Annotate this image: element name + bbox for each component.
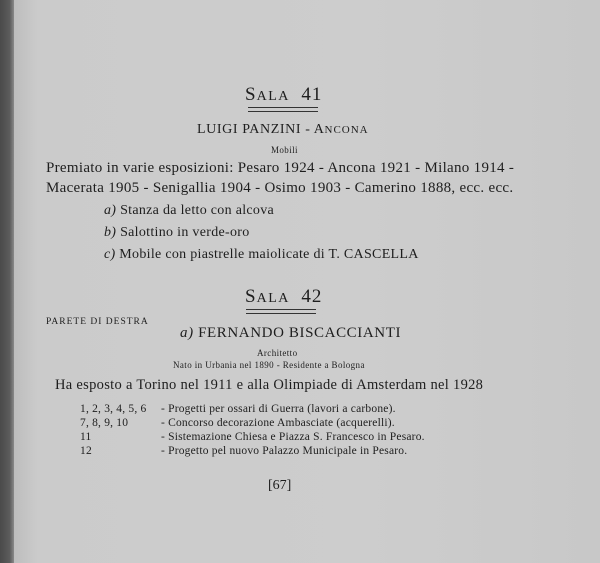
item-text: Stanza da letto con alcova xyxy=(120,203,275,218)
sala-41-item xyxy=(104,203,274,219)
sala-41-item xyxy=(104,225,250,241)
exhibitor-letter: a) xyxy=(180,325,194,341)
work-row-numbers: 7, 8, 9, 10 xyxy=(80,417,129,429)
sala-42-heading xyxy=(245,286,322,308)
sala-41-category: Mobili xyxy=(271,145,298,155)
exhibitor-city: NCONA xyxy=(324,124,369,136)
wall-label: PARETE DI DESTRA xyxy=(46,317,149,327)
work-row-numbers: 12 xyxy=(80,445,92,457)
work-row-description: - Sistemazione Chiesa e Piazza S. Francesco in Pesaro. xyxy=(161,431,425,443)
sala-42-heading-smallcaps: ALA xyxy=(256,291,290,306)
awards-line-2: Macerata 1905 - Senigallia 1904 - Osimo 1903 - Camerino 1888, ecc. ecc. xyxy=(46,180,514,196)
page-number: [67] xyxy=(268,478,292,493)
work-row-numbers: 1, 2, 3, 4, 5, 6 xyxy=(80,403,147,415)
sala-41-number: 41 xyxy=(301,84,323,105)
work-row-description: - Concorso decorazione Ambasciate (acquerelli). xyxy=(161,417,395,429)
profession: Architetto xyxy=(257,348,298,358)
sala-42-exhibitor xyxy=(180,325,401,342)
sala-41-heading-smallcaps: ALA xyxy=(256,89,290,104)
sala-41-double-rule xyxy=(248,107,318,112)
exhibitor-name: FERNANDO BISCACCIANTI xyxy=(198,325,402,341)
sala-41-heading xyxy=(245,84,322,106)
item-letter: c) xyxy=(104,247,116,262)
exhibitions-note: Ha esposto a Torino nel 1911 e alla Olimpiade di Amsterdam nel 1928 xyxy=(55,377,484,393)
item-text: Mobile con piastrelle maiolicate di T. CASCELLA xyxy=(119,247,419,262)
work-row-numbers: 11 xyxy=(80,431,92,443)
sala-42-heading-initial: S xyxy=(245,286,257,307)
sala-41-exhibitor xyxy=(197,122,369,138)
sala-42-double-rule xyxy=(246,309,316,314)
item-text: Salottino in verde-oro xyxy=(120,225,250,240)
item-letter: a) xyxy=(104,203,117,218)
exhibitor-name: LUIGI PANZINI - xyxy=(197,122,314,137)
item-letter: b) xyxy=(104,225,117,240)
exhibitor-city-initial: A xyxy=(313,122,325,137)
sala-41-item xyxy=(104,247,419,263)
awards-line-1: Premiato in varie esposizioni: Pesaro 1924 - Ancona 1921 - Milano 1914 - xyxy=(46,160,515,176)
work-row-description: - Progetto pel nuovo Palazzo Municipale in Pesaro. xyxy=(161,445,408,457)
work-row-description: - Progetti per ossari di Guerra (lavori a carbone). xyxy=(161,403,396,415)
book-spine xyxy=(0,0,14,563)
sala-41-heading-initial: S xyxy=(245,84,257,105)
bio: Nato in Urbania nel 1890 - Residente a Bologna xyxy=(173,360,365,370)
sala-42-number: 42 xyxy=(301,286,323,307)
